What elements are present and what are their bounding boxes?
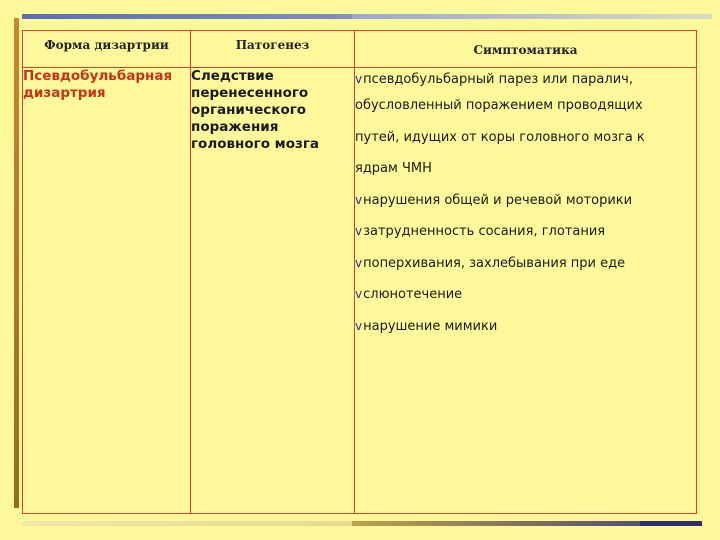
bullet-icon: v <box>355 192 363 207</box>
bullet-icon: v <box>355 318 363 333</box>
cell-form <box>23 68 191 514</box>
left-decor-bar <box>14 18 19 508</box>
table-row <box>23 68 697 514</box>
dysarthria-table <box>22 30 697 514</box>
symptom-item: vпоперхивания, захлебывания при еде <box>355 255 626 271</box>
pathogenesis-line: органического <box>191 102 307 118</box>
top-decor-bar-left <box>22 14 352 19</box>
bottom-decor-accent <box>640 521 702 526</box>
bullet-icon: v <box>355 255 363 270</box>
symptom-item: vзатрудненность сосания, глотания <box>355 224 606 239</box>
symptom-item: vслюнотечение <box>355 287 463 302</box>
bottom-decor-bar-left <box>22 521 352 526</box>
bullet-icon: v <box>355 72 363 86</box>
header-symptoms: Симптоматика <box>355 31 697 68</box>
pathogenesis-line: перенесенного <box>191 85 309 101</box>
bullet-icon: v <box>355 224 363 238</box>
bullet-icon: v <box>355 287 363 301</box>
cell-pathogenesis <box>191 68 355 514</box>
pathogenesis-line: головного мозга <box>191 136 319 152</box>
form-line: дизартрия <box>23 85 106 101</box>
header-pathogenesis: Патогенез <box>191 31 355 68</box>
pathogenesis-line: поражения <box>191 119 279 135</box>
pathogenesis-line: Следствие <box>191 68 274 84</box>
symptom-item: vпсевдобульбарный парез или паралич, обусловленный поражением проводящих путей, идущих от коры головного мозга к ядрам ЧМН <box>355 72 645 176</box>
symptom-item: vнарушения общей и речевой моторики <box>355 192 633 208</box>
header-row <box>23 31 697 68</box>
header-form: Форма дизартрии <box>23 31 191 68</box>
cell-symptoms <box>355 68 697 514</box>
top-decor-bar-right <box>352 14 712 19</box>
form-line: Псевдобульбарная <box>23 68 173 84</box>
symptom-item: vнарушение мимики <box>355 318 498 334</box>
